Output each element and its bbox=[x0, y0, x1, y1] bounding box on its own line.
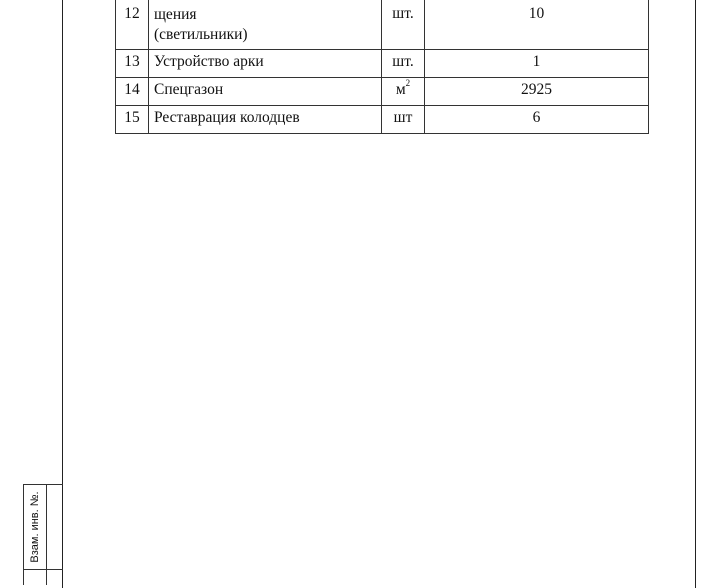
row-quantity: 6 bbox=[425, 106, 649, 134]
row-name: Устройство арки bbox=[149, 50, 382, 78]
row-number: 15 bbox=[116, 106, 149, 134]
row-unit: шт. bbox=[382, 0, 425, 50]
stamp-divider bbox=[24, 569, 46, 570]
row-number: 12 bbox=[116, 0, 149, 50]
row-number: 13 bbox=[116, 50, 149, 78]
side-stamp bbox=[23, 484, 63, 585]
row-quantity: 10 bbox=[425, 0, 649, 50]
stamp-label: Взам. инв. №. bbox=[29, 491, 41, 563]
row-unit bbox=[382, 78, 425, 106]
row-name: Реставрация колодцев bbox=[149, 106, 382, 134]
row-quantity: 2925 bbox=[425, 78, 649, 106]
row-quantity: 1 bbox=[425, 50, 649, 78]
table-row bbox=[116, 0, 649, 50]
unit-base: м bbox=[395, 81, 406, 98]
row-number: 14 bbox=[116, 78, 149, 106]
unit-superscript: 2 bbox=[405, 77, 411, 88]
row-unit: шт bbox=[382, 106, 425, 134]
table-row bbox=[116, 50, 649, 78]
table-row bbox=[116, 78, 649, 106]
row-name-line: (светильники) bbox=[154, 26, 248, 43]
table-row bbox=[116, 106, 649, 134]
stamp-cell bbox=[46, 569, 63, 582]
row-name: Спецгазон bbox=[149, 78, 382, 106]
row-unit: шт. bbox=[382, 50, 425, 78]
row-name bbox=[149, 0, 382, 50]
specification-table bbox=[115, 0, 649, 134]
row-name-line: щения bbox=[154, 6, 197, 23]
